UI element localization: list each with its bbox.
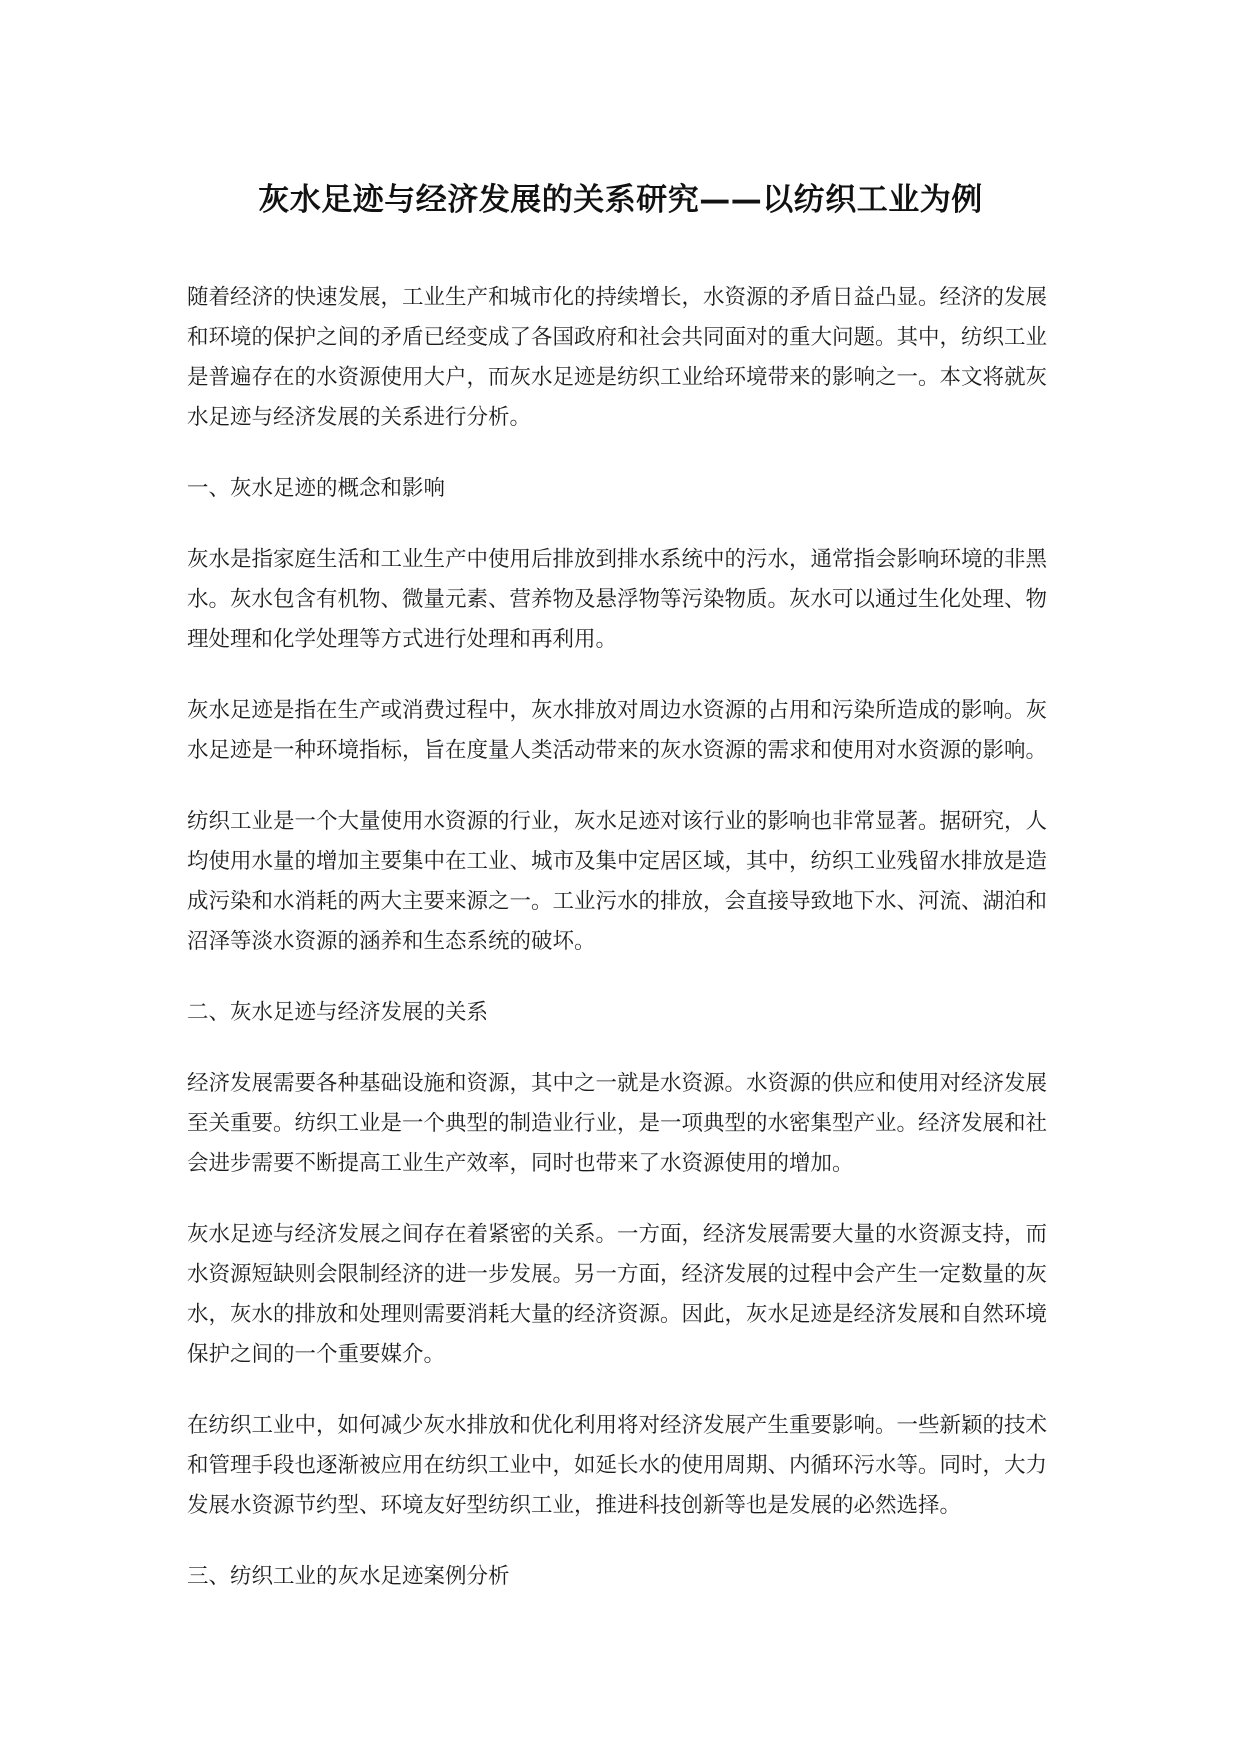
document-title: 灰水足迹与经济发展的关系研究——以纺织工业为例 [258,182,983,218]
section-heading-2: 二、灰水足迹与经济发展的关系 [187,1000,489,1025]
section-heading-1: 一、灰水足迹的概念和影响 [187,476,446,501]
paragraph-relationship: 灰水足迹与经济发展之间存在着紧密的关系。一方面，经济发展需要大量的水资源支持，而水资源短缺则会限制经济的进一步发展。另一方面，经济发展的过程中会产生一定数量的灰水，灰水的排放和处理则需要消耗大量的经济资源。因此，灰水足迹是经济发展和自然环境保护之间的一个重要媒介。 [187,1222,1048,1367]
section-heading-3: 三、纺织工业的灰水足迹案例分析 [187,1564,510,1589]
paragraph-textile-measures: 在纺织工业中，如何减少灰水排放和优化利用将对经济发展产生重要影响。一些新颖的技术和管理手段也逐渐被应用在纺织工业中，如延长水的使用周期、内循环污水等。同时，大力发展水资源节约型、环境友好型纺织工业，推进科技创新等也是发展的必然选择。 [187,1413,1048,1518]
document-body [187,278,1047,1628]
paragraph-textile-impact: 纺织工业是一个大量使用水资源的行业，灰水足迹对该行业的影响也非常显著。据研究，人均使用水量的增加主要集中在工业、城市及集中定居区域，其中，纺织工业残留水排放是造成污染和水消耗的两大主要来源之一。工业污水的排放，会直接导致地下水、河流、湖泊和沼泽等淡水资源的涵养和生态系统的破坏。 [187,809,1048,954]
paragraph-greywater-definition: 灰水是指家庭生活和工业生产中使用后排放到排水系统中的污水，通常指会影响环境的非黑水。灰水包含有机物、微量元素、营养物及悬浮物等污染物质。灰水可以通过生化处理、物理处理和化学处理等方式进行处理和再利用。 [187,547,1048,652]
paragraph-greywater-footprint-definition: 灰水足迹是指在生产或消费过程中，灰水排放对周边水资源的占用和污染所造成的影响。灰水足迹是一种环境指标，旨在度量人类活动带来的灰水资源的需求和使用对水资源的影响。 [187,698,1048,763]
paragraph-intro: 随着经济的快速发展，工业生产和城市化的持续增长，水资源的矛盾日益凸显。经济的发展和环境的保护之间的矛盾已经变成了各国政府和社会共同面对的重大问题。其中，纺织工业是普遍存在的水资源使用大户，而灰水足迹是纺织工业给环境带来的影响之一。本文将就灰水足迹与经济发展的关系进行分析。 [187,285,1048,430]
paragraph-economic-needs: 经济发展需要各种基础设施和资源，其中之一就是水资源。水资源的供应和使用对经济发展至关重要。纺织工业是一个典型的制造业行业，是一项典型的水密集型产业。经济发展和社会进步需要不断提高工业生产效率，同时也带来了水资源使用的增加。 [187,1071,1048,1176]
